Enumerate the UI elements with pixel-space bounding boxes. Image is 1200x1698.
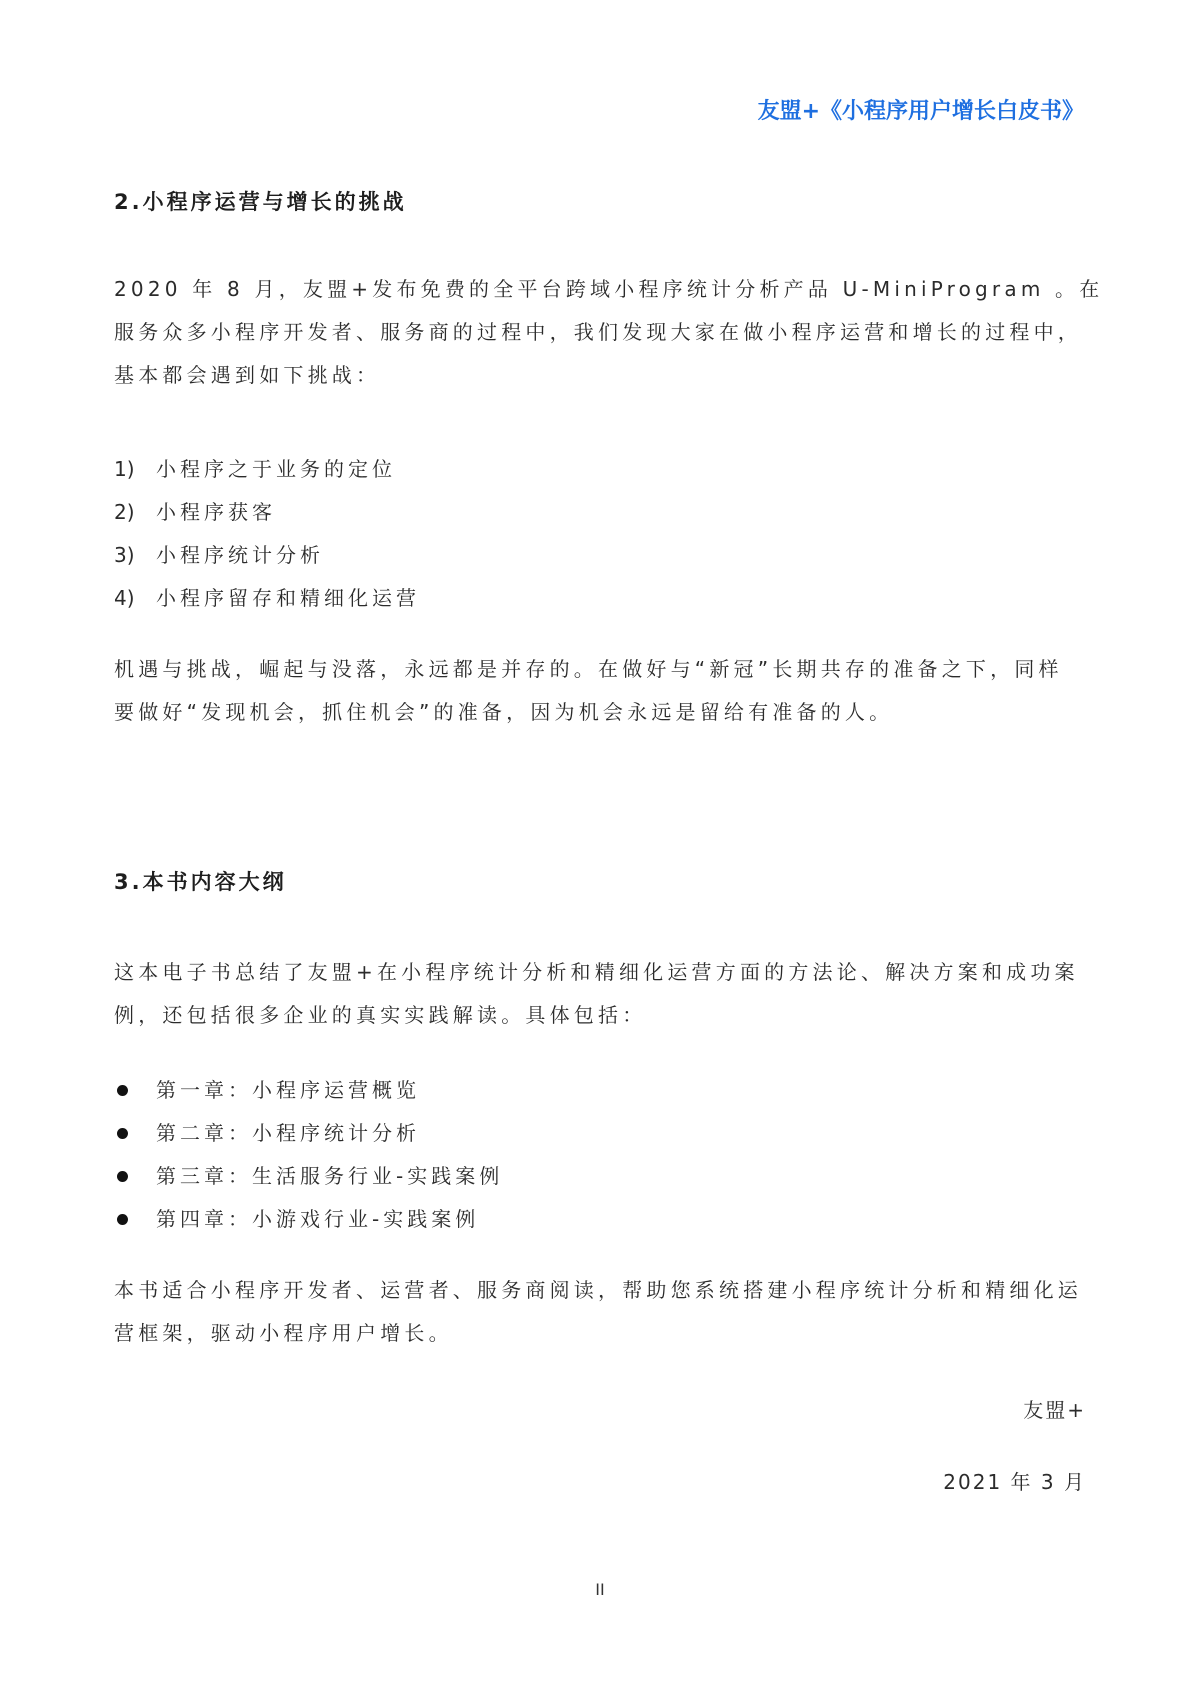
- list-item-text: 小程序获客: [156, 500, 276, 524]
- bullet-icon: [117, 1214, 128, 1225]
- paragraph-line: 例，还包括很多企业的真实实践解读。具体包括：: [114, 1003, 647, 1027]
- signature-date: 2021 年 3 月: [943, 1470, 1086, 1494]
- list-number: 4): [114, 586, 135, 610]
- list-item: [114, 491, 420, 534]
- section-2-intro-paragraph: [114, 268, 1104, 397]
- challenges-list: [114, 448, 420, 620]
- paragraph-line: 服务众多小程序开发者、服务商的过程中，我们发现大家在做小程序运营和增长的过程中，: [114, 320, 1082, 344]
- list-number: 3): [114, 543, 135, 567]
- paragraph-line: 要做好“发现机会，抓住机会”的准备，因为机会永远是留给有准备的人。: [114, 700, 894, 724]
- list-number: 2): [114, 500, 135, 524]
- list-item-text: 第四章：小游戏行业-实践案例: [156, 1207, 480, 1231]
- bullet-icon: [117, 1171, 128, 1182]
- list-item-text: 小程序留存和精细化运营: [156, 586, 420, 610]
- list-item-text: 第一章：小程序运营概览: [156, 1078, 420, 1102]
- paragraph-line: 机遇与挑战，崛起与没落，永远都是并存的。在做好与“新冠”长期共存的准备之下，同样: [114, 657, 1063, 681]
- paragraph-line: 2020 年 8 月，友盟+发布免费的全平台跨域小程序统计分析产品 U-MiniProgram 。在: [114, 277, 1104, 301]
- list-item-text: 小程序统计分析: [156, 543, 324, 567]
- paragraph-line: 基本都会遇到如下挑战：: [114, 363, 381, 387]
- list-item-text: 小程序之于业务的定位: [156, 457, 396, 481]
- paragraph-line: 本书适合小程序开发者、运营者、服务商阅读，帮助您系统搭建小程序统计分析和精细化运: [114, 1278, 1082, 1302]
- section-3-audience-paragraph: [114, 1269, 1086, 1355]
- list-item: [114, 1198, 503, 1241]
- paragraph-line: 营框架，驱动小程序用户增长。: [114, 1321, 453, 1345]
- chapters-list: [114, 1069, 503, 1241]
- list-item: [114, 1112, 503, 1155]
- list-item-text: 第二章：小程序统计分析: [156, 1121, 420, 1145]
- list-item: [114, 448, 420, 491]
- document-header-title: 友盟+《小程序用户增长白皮书》: [757, 99, 1084, 124]
- list-item: [114, 577, 420, 620]
- bullet-icon: [117, 1128, 128, 1139]
- signature-author: 友盟+: [1023, 1398, 1086, 1422]
- list-item: [114, 1155, 503, 1198]
- paragraph-line: 这本电子书总结了友盟+在小程序统计分析和精细化运营方面的方法论、解决方案和成功案: [114, 960, 1079, 984]
- list-item-text: 第三章：生活服务行业-实践案例: [156, 1164, 504, 1188]
- list-item: [114, 1069, 503, 1112]
- list-item: [114, 534, 420, 577]
- page-number: II: [595, 1580, 605, 1599]
- section-2-closing-paragraph: [114, 648, 1086, 734]
- section-3-intro-paragraph: [114, 951, 1086, 1037]
- bullet-icon: [117, 1085, 128, 1096]
- list-number: 1): [114, 457, 135, 481]
- section-3-heading: 3.本书内容大纲: [114, 870, 287, 894]
- section-2-heading: 2.小程序运营与增长的挑战: [114, 190, 407, 214]
